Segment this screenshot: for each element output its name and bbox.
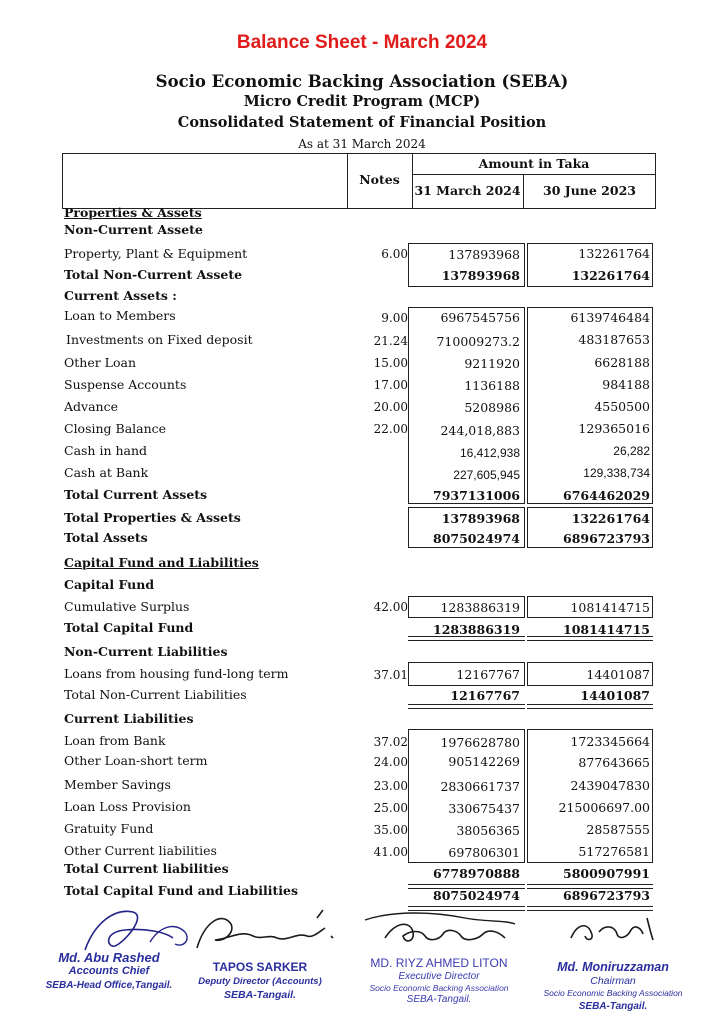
row-value-2024: 5208986 [464,400,520,415]
row-value-2024: 1976628780 [440,735,520,750]
signatory-title: Deputy Director (Accounts) [198,976,322,987]
row-label: Total Current Assets [64,487,208,502]
row-note: 23.00 [373,779,408,793]
row-note: 21.24 [373,334,408,348]
row-note: 37.01 [373,668,408,682]
organization-name: Socio Economic Backing Association (SEBA) [155,72,569,91]
row-note: 37.02 [373,735,408,749]
row-value-2024: 38056365 [456,823,520,838]
row-label: Advance [64,399,118,414]
row-value-2024: 137893968 [441,268,520,283]
as-at-date: As at 31 March 2024 [298,137,426,151]
row-value-2024: 12167767 [456,667,520,682]
row-label: Total Capital Fund [64,620,194,635]
row-label: Suspense Accounts [64,377,187,392]
row-value-2024: 2830661737 [440,779,520,794]
row-value-2023: 1081414715 [570,600,650,615]
statement-title: Consolidated Statement of Financial Position [177,114,547,131]
signatory-org: SEBA-Head Office,Tangail. [45,980,173,991]
banner-title: Balance Sheet - March 2024 [236,32,488,53]
row-value-2023: 132261764 [578,246,650,261]
row-value-2024: 1136188 [464,378,520,393]
value-box [527,729,653,863]
row-label: Closing Balance [64,421,167,436]
row-value-2024: 697806301 [448,845,520,860]
row-value-2024: 330675437 [448,801,520,816]
row-note: 41.00 [373,845,408,859]
row-note: 35.00 [373,823,408,837]
row-value-2023: 877643665 [578,755,650,770]
row-note: 22.00 [373,422,408,436]
row-value-2023: 132261764 [571,268,650,283]
row-value-2024: 8075024974 [433,888,520,903]
row-value-2024: 905142269 [448,754,520,769]
row-value-2023: 14401087 [586,667,650,682]
row-value-2024: 1283886319 [433,622,520,637]
row-label: Cash at Bank [64,465,149,480]
row-label: Total Current liabilities [64,861,229,876]
row-label: Member Savings [64,777,171,792]
row-label: Loan Loss Provision [64,799,191,814]
row-value-2023: 6896723793 [563,888,650,903]
row-value-2023: 483187653 [578,332,650,347]
signatory-title: Chairman [590,975,636,987]
row-label: Loans from housing fund-long term [64,666,289,681]
row-note: 20.00 [373,400,408,414]
row-value-2023: 26,282 [613,444,650,458]
row-label: Total Properties & Assets [64,510,241,525]
row-value-2023: 984188 [602,377,650,392]
section-capital-fund: Capital Fund [64,577,155,592]
row-label: Other Loan [64,355,136,370]
signatory-org: Socio Economic Backing Association [369,983,509,993]
amount-header: Amount in Taka [478,156,590,171]
double-rule [527,704,653,709]
row-value-2023: 132261764 [571,511,650,526]
section-current: Current Assets : [64,288,177,303]
row-value-2024: 9211920 [464,356,520,371]
signatory-title: Accounts Chief [68,965,150,977]
row-value-2023: 517276581 [578,844,650,859]
row-label: Loan to Members [64,308,176,323]
row-note: 25.00 [373,801,408,815]
row-value-2023: 1723345664 [570,734,650,749]
signatory-org: Socio Economic Backing Association [543,988,683,998]
row-value-2024: 1283886319 [440,600,520,615]
header-divider [412,174,656,175]
row-value-2023: 6896723793 [563,531,650,546]
section-non-current: Non-Current Assete [64,222,203,237]
row-value-2023: 14401087 [580,688,650,703]
section-current-liabilities: Current Liabilities [64,711,194,726]
row-label: Other Current liabilities [64,843,217,858]
col1-header: 31 March 2024 [414,183,521,198]
row-value-2024: 6778970888 [433,866,520,881]
row-value-2023: 129365016 [578,421,650,436]
row-note: 42.00 [373,600,408,614]
row-value-2024: 16,412,938 [459,446,520,460]
notes-header: Notes [359,172,400,187]
row-value-2023: 215006697.00 [558,800,650,815]
signatory-place: SEBA-Tangail. [578,1001,648,1012]
row-value-2024: 7937131006 [433,488,520,503]
row-value-2023: 129,338,734 [583,466,650,480]
signatory-name: TAPOS SARKER [212,960,308,974]
row-note: 15.00 [373,356,408,370]
row-value-2023: 1081414715 [563,622,650,637]
row-value-2024: 244,018,883 [440,423,520,438]
signatory-name: MD. RIYZ AHMED LITON [370,956,508,970]
row-label: Other Loan-short term [64,753,208,768]
row-value-2024: 6967545756 [440,310,520,325]
row-note: 6.00 [381,247,408,261]
row-label: Total Non-Current Assete [64,267,243,282]
row-label: Total Assets [64,530,148,545]
row-label: Cash in hand [64,443,148,458]
row-value-2023: 4550500 [594,399,650,414]
row-label: Gratuity Fund [64,821,154,836]
row-label: Total Capital Fund and Liabilities [64,883,299,898]
signatory-name: Md. Abu Rashed [58,950,160,965]
signatory-name: Md. Moniruzzaman [557,960,669,974]
row-value-2024: 227,605,945 [453,468,520,482]
row-value-2023: 6139746484 [570,310,650,325]
signatory-org: SEBA-Tangail. [224,989,296,1001]
row-value-2023: 6628188 [594,355,650,370]
signatory-place: SEBA-Tangail. [406,994,472,1005]
row-value-2024: 137893968 [441,511,520,526]
row-label: Investments on Fixed deposit [66,332,253,347]
row-value-2023: 2439047830 [570,778,650,793]
program-name: Micro Credit Program (MCP) [243,93,481,110]
signature-scribbles [355,900,715,958]
double-rule [408,704,525,709]
row-note: 24.00 [373,755,408,769]
row-value-2024: 710009273.2 [436,334,520,349]
row-value-2023: 28587555 [586,822,650,837]
row-label: Property, Plant & Equipment [64,246,248,261]
section-capital-liabilities: Capital Fund and Liabilities [64,555,259,570]
section-non-current-liabilities: Non-Current Liabilities [64,644,228,659]
row-value-2024: 8075024974 [433,531,520,546]
col2-header: 30 June 2023 [543,183,636,198]
row-label: Total Non-Current Liabilities [64,687,247,702]
signatory-title: Executive Director [398,971,480,982]
section-assets: Properties & Assets [64,205,202,220]
row-value-2023: 5800907991 [563,866,650,881]
row-label: Loan from Bank [64,733,166,748]
row-value-2024: 137893968 [448,247,520,262]
row-value-2023: 6764462029 [563,488,650,503]
row-note: 17.00 [373,378,408,392]
row-note: 9.00 [381,311,408,325]
row-value-2024: 12167767 [450,688,520,703]
row-label: Cumulative Surplus [64,599,190,614]
